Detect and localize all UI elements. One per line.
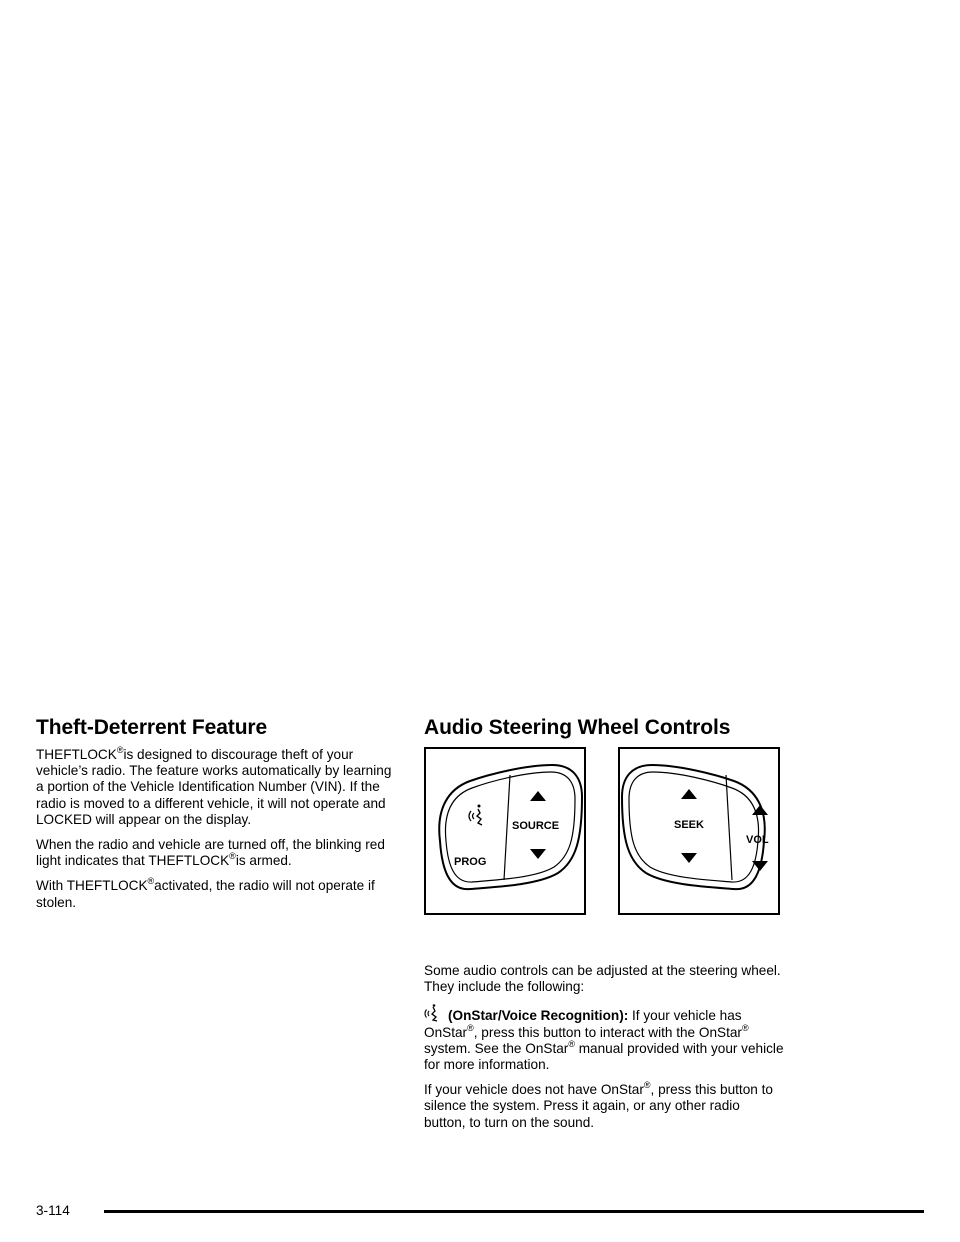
right-column — [424, 716, 784, 1140]
section-title-theft-deterrent: Theft-Deterrent Feature — [36, 716, 268, 739]
registered-mark: ® — [568, 1038, 575, 1049]
left-control-pad-illustration — [426, 749, 584, 913]
vol-label: VOL — [746, 834, 769, 846]
paragraph-onstar — [424, 1004, 784, 1073]
registered-mark: ® — [116, 745, 124, 755]
text-span: When the radio and vehicle are turned off, the blinking red light indicates that THEFTLOCK — [36, 837, 385, 869]
prog-label: PROG — [454, 856, 487, 868]
paragraph-intro: Some audio controls can be adjusted at the steering wheel. They include the following: — [424, 963, 781, 995]
text-span: THEFTLOCK — [36, 747, 117, 762]
paragraph-blinking-light — [36, 837, 398, 869]
text-span: If your vehicle has OnStar — [424, 1008, 742, 1040]
page-number: 3-114 — [36, 1203, 70, 1218]
registered-mark: ® — [229, 851, 236, 862]
paragraph-no-onstar — [424, 1082, 784, 1131]
text-span: With THEFTLOCK — [36, 878, 148, 894]
figure-left-control-pad — [424, 747, 586, 915]
registered-mark: ® — [467, 1022, 474, 1033]
text-span: system. See the OnStar — [424, 1040, 569, 1056]
paragraph-activated — [36, 878, 398, 910]
text-span: is armed. — [235, 853, 292, 869]
registered-mark: ® — [147, 876, 155, 887]
registered-mark: ® — [643, 1080, 651, 1091]
text-span: , press this button to silence the system. Press it again, or any other radio button, to turn on the sound. — [424, 1082, 773, 1130]
text-span: manual provided with your vehicle for more information. — [424, 1040, 784, 1073]
text-span: is designed to discourage theft of your vehicle’s radio. The feature works automatically by learning a portion of the Vehicle Identification Number (VIN). If the radio is moved to a different vehicle, it will not operate and LOCKED will appear on the display. — [36, 747, 392, 827]
right-control-pad-illustration — [620, 749, 778, 913]
seek-label: SEEK — [674, 819, 704, 831]
section-title-audio-controls: Audio Steering Wheel Controls — [424, 716, 731, 739]
registered-mark: ® — [741, 1022, 749, 1033]
text-span: If your vehicle does not have OnStar — [424, 1082, 644, 1098]
paragraph-theftlock-description — [36, 747, 398, 828]
footer-rule — [104, 1210, 924, 1213]
onstar-voice-icon — [424, 1004, 442, 1022]
onstar-label: (OnStar/Voice Recognition): — [448, 1008, 629, 1024]
figure-right-control-pad — [618, 747, 780, 915]
text-span: activated, the radio will not operate if stolen. — [36, 878, 375, 910]
left-column — [36, 716, 398, 920]
source-label: SOURCE — [512, 820, 560, 832]
text-span: , press this button to interact with the OnStar — [473, 1024, 742, 1040]
steering-controls-figures — [424, 747, 784, 953]
